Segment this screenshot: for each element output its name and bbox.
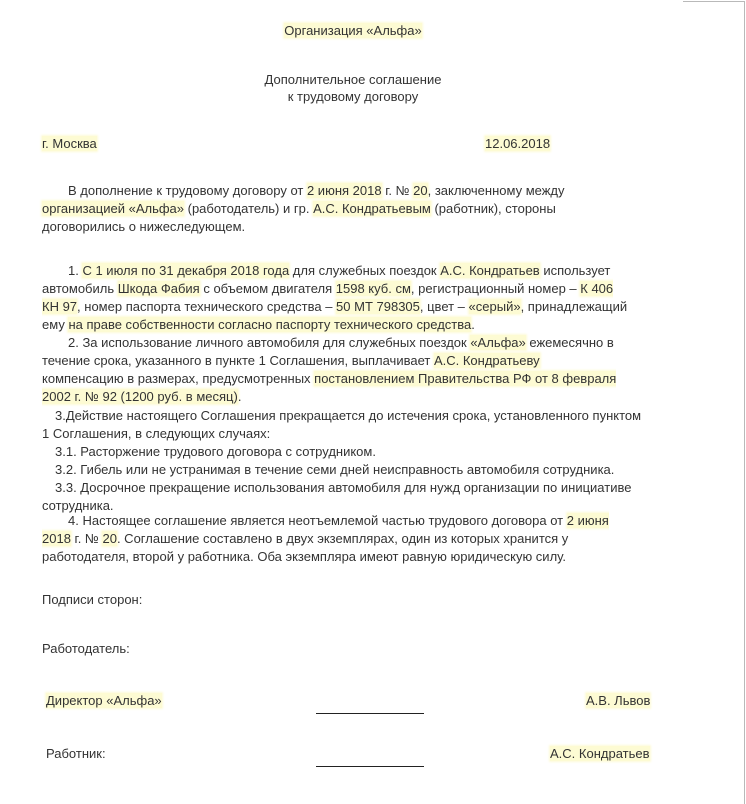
contract-number-highlight: 20 [102, 531, 117, 546]
period-highlight: С 1 июля по 31 декабря 2018 года [82, 263, 290, 278]
organization-header [0, 22, 706, 40]
organization-name: Организация «Альфа» [284, 23, 422, 38]
employee-name-highlight: А.С. Кондратьевым [313, 201, 431, 216]
text: 4. Настоящее соглашение является неотъемлемой частью трудового договора от [68, 513, 567, 528]
text: , регистрационный номер – [410, 281, 581, 296]
document-title [0, 71, 706, 105]
clause-3-2: 3.2. Гибель или не устранимая в течение семи дней неисправность автомобиля сотрудника. [55, 462, 615, 477]
employee-name-highlight: А.С. Кондратьеву [433, 353, 540, 368]
ownership-basis-highlight: на праве собственности согласно паспорту технического средства [68, 317, 472, 332]
clause-3-3: 3.3. Досрочное прекращение использования автомобиля для нужд организации по инициативе сотрудника. [42, 480, 632, 513]
text: для служебных поездок [289, 263, 441, 278]
clause-3-text: 3.Действие настоящего Соглашения прекращается до истечения срока, установленного пунктом 1 Соглашения, в следующих случаях: [42, 408, 642, 441]
car-color-highlight: «серый» [468, 299, 521, 314]
intro-paragraph [42, 182, 622, 236]
text: г. № [70, 531, 103, 546]
text: , принадлежащий ему [42, 299, 628, 332]
contract-date-highlight: 2 июня 2018 [306, 183, 382, 198]
director-signature-line [316, 713, 424, 714]
text: (работодатель) и гр. [184, 201, 314, 216]
text: , заключенному между [427, 183, 565, 198]
text: (работник), стороны договорились о нижеследующем. [42, 201, 556, 234]
signatures-heading: Подписи сторон: [42, 592, 143, 607]
employee-name [550, 745, 650, 763]
text: , номер паспорта технического средства – [77, 299, 337, 314]
engine-volume-highlight: 1598 куб. см [335, 281, 411, 296]
city-value: г. Москва [42, 136, 97, 151]
text: , цвет – [419, 299, 469, 314]
document-date [485, 135, 550, 153]
director-label-text: Директор «Альфа» [46, 693, 162, 708]
registration-number-highlight: К 406 КН 97 [42, 281, 614, 314]
director-label [46, 692, 162, 710]
contract-number-highlight: 20 [413, 183, 428, 198]
employer-name-highlight: «Альфа» [470, 335, 526, 350]
text: В дополнение к трудовому договору от [68, 183, 307, 198]
text: . [471, 317, 475, 332]
employer-name-highlight: организацией «Альфа» [42, 201, 185, 216]
page-frame-right-border [744, 1, 745, 804]
clause-1 [42, 262, 632, 334]
contract-date-highlight: 2 июня 2018 [42, 513, 609, 546]
text: . Соглашение составлено в двух экземплярах, один из которых хранится у работодателя, второй у работника. Оба экземпляра имеют равную юридическую силу. [42, 531, 569, 564]
clause-2 [42, 334, 622, 406]
director-name [586, 692, 650, 710]
document-date-value: 12.06.2018 [485, 136, 551, 151]
employer-label: Работодатель: [42, 641, 130, 656]
compensation-basis-highlight: постановлением Правительства РФ от 8 февраля 2002 г. № 92 (1200 руб. в месяц) [42, 371, 617, 404]
text: компенсацию в размерах, предусмотренных [42, 371, 315, 386]
employee-signature-line [316, 766, 424, 767]
employee-label: Работник: [46, 746, 106, 761]
clause-3 [42, 407, 642, 515]
vehicle-passport-highlight: 50 МТ 798305 [336, 299, 420, 314]
text: 2. За использование личного автомобиля для служебных поездок [68, 335, 471, 350]
text: 1. [68, 263, 83, 278]
clause-4 [42, 512, 622, 566]
document-title-line-1: Дополнительное соглашение [264, 72, 442, 87]
employee-name-highlight: А.С. Кондратьев [440, 263, 540, 278]
text: с объемом двигателя [199, 281, 336, 296]
car-model-highlight: Шкода Фабия [117, 281, 200, 296]
employee-name-text: А.С. Кондратьев [550, 746, 650, 761]
text: ежемесячно в течение срока, указанного в пункте 1 Соглашения, выплачивает [42, 335, 614, 368]
text: . [237, 389, 242, 404]
document-title-line-2: к трудовому договору [287, 89, 419, 104]
text: использует автомобиль [42, 263, 611, 296]
page-frame-top-border [683, 1, 745, 2]
city [42, 135, 97, 153]
director-name-text: А.В. Львов [586, 693, 651, 708]
text: г. № [381, 183, 414, 198]
clause-3-1: 3.1. Расторжение трудового договора с сотрудником. [55, 444, 376, 459]
